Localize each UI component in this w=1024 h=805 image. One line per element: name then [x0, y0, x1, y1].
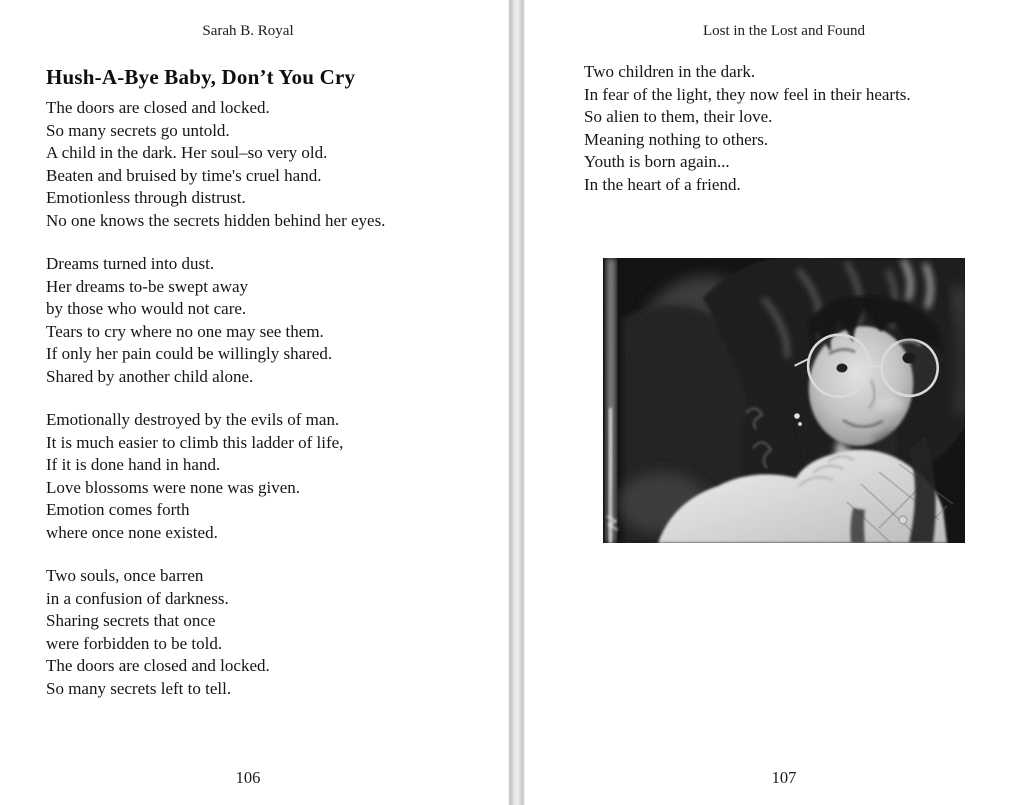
poem-line: In the heart of a friend. [584, 174, 741, 194]
poem-line: in a confusion of darkness. [46, 588, 229, 608]
poem-left-column [46, 97, 450, 700]
stanza-4 [46, 565, 450, 700]
poem-line: Meaning nothing to others. [584, 129, 769, 149]
running-header-title: Lost in the Lost and Found [702, 23, 866, 39]
poem-line: So many secrets go untold. [46, 120, 230, 140]
poem-line: Her dreams to-be swept away [46, 276, 249, 296]
poem-line: Emotionally destroyed by the evils of man. [46, 410, 340, 429]
poem-line: Tears to cry where no one may see them. [46, 321, 324, 341]
poem-right-column [584, 61, 984, 196]
stanza-3 [46, 409, 450, 544]
poem-line: Beaten and bruised by time's cruel hand. [46, 165, 322, 185]
photo [603, 258, 965, 543]
poem-line: Emotionless through distrust. [46, 188, 246, 207]
poem-line: So alien to them, their love. [584, 107, 773, 126]
poem-line: In fear of the light, they now feel in their hearts. [584, 84, 911, 104]
page-right [525, 0, 1024, 805]
page-number-right: 107 [771, 768, 797, 787]
page-number-left: 106 [235, 768, 261, 787]
book-gutter [508, 0, 525, 805]
poem-line: Sharing secrets that once [46, 611, 216, 630]
poem-line: A child in the dark. Her soul–so very old. [46, 143, 328, 162]
poem-line: Love blossoms were none was given. [46, 477, 301, 497]
poem-line: Emotion comes forth [46, 500, 190, 519]
poem-line: Youth is born again... [584, 152, 730, 171]
poem-line: No one knows the secrets hidden behind her eyes. [46, 210, 386, 230]
poem-line: So many secrets left to tell. [46, 678, 232, 698]
poem-line: Shared by another child alone. [46, 366, 254, 386]
poem-line: were forbidden to be told. [46, 633, 223, 653]
poem-line: by those who would not care. [46, 299, 247, 318]
poem-line: If it is done hand in hand. [46, 455, 221, 474]
poem-title: Hush-A-Bye Baby, Don’t You Cry [46, 65, 356, 89]
poem-line: The doors are closed and locked. [46, 98, 270, 117]
poem-line: Dreams turned into dust. [46, 254, 215, 273]
page-left [0, 0, 508, 805]
stanza-2 [46, 253, 450, 388]
stanza-5 [584, 61, 984, 196]
poem-line: where once none existed. [46, 522, 218, 542]
running-header-author: Sarah B. Royal [202, 23, 294, 39]
poem-line: If only her pain could be willingly shared. [46, 344, 333, 363]
poem-line: Two souls, once barren [46, 566, 204, 585]
photo-illustration [603, 258, 965, 543]
poem-line: It is much easier to climb this ladder of life, [46, 432, 344, 452]
poem-line: The doors are closed and locked. [46, 656, 270, 675]
poem-line: Two children in the dark. [584, 62, 756, 81]
stanza-1 [46, 97, 450, 232]
